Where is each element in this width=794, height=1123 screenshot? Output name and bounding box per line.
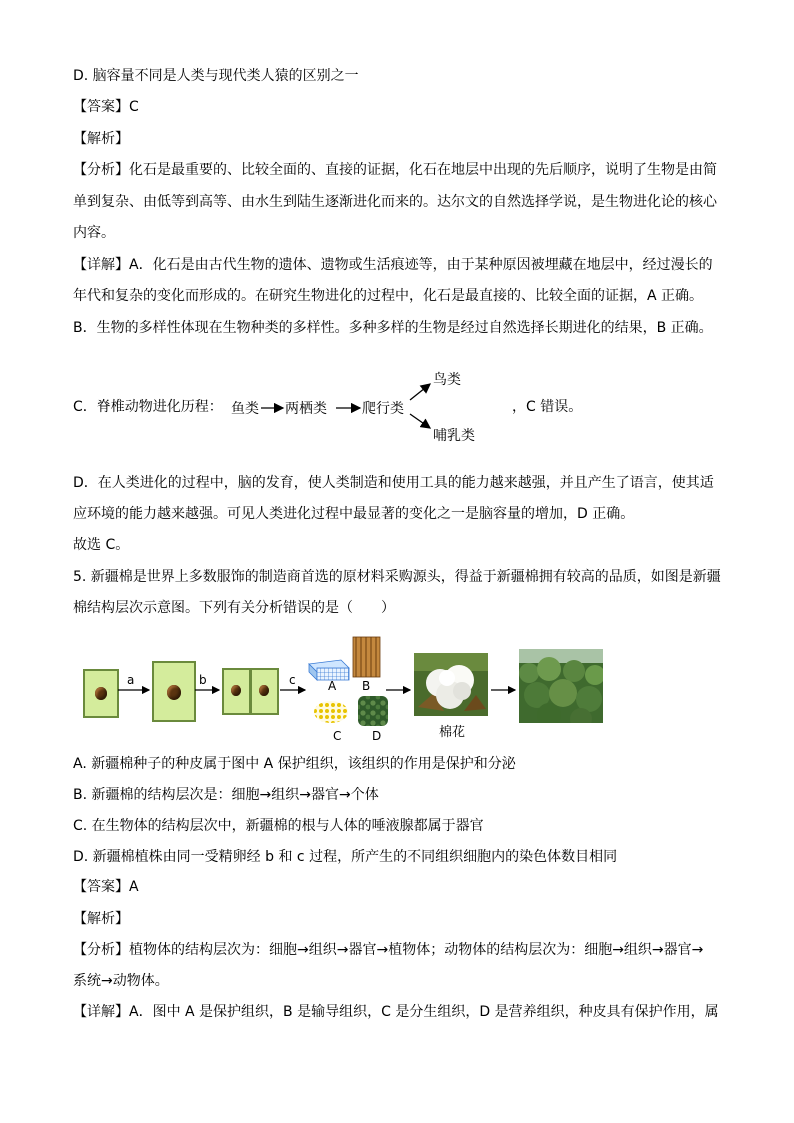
question-5-line-2: 棉结构层次示意图。下列有关分析错误的是（ ） — [73, 600, 395, 616]
analysis-heading-2: 【解析】 — [73, 911, 129, 927]
detail-line-3: B．生物的多样性体现在生物种类的多样性。多种多样的生物是经过自然选择长期进化的结果，B 正确。 — [73, 320, 713, 336]
cotton-label: 棉花 — [439, 725, 466, 740]
tissue-d-parenchyma — [358, 696, 388, 726]
tissue-b-conductive — [353, 637, 380, 677]
detail-line-1: 【详解】A．化石是由古代生物的遗体、遗物或生活痕迹等，由于某种原因被埋藏在地层中，经过漫长的 — [73, 257, 713, 273]
tissue-a-protective — [309, 660, 349, 680]
cotton-field-photo — [519, 649, 603, 723]
detail-line-2: 年代和复杂的变化而形成的。在研究生物进化的过程中，化石是最直接的、比较全面的证据，A 正确。 — [73, 288, 704, 304]
tissue-label-d: D — [372, 729, 382, 743]
process-label-b: b — [199, 673, 207, 687]
cotton-boll-photo — [414, 653, 488, 716]
tissue-label-b: B — [362, 679, 371, 693]
analysis2-line-2: 系统→动物体。 — [73, 973, 169, 989]
analysis2-line-1: 【分析】植物体的结构层次为：细胞→组织→器官→植物体；动物体的结构层次为：细胞→组织→器官→ — [73, 942, 704, 958]
detail-line-4: D．在人类进化的过程中，脑的发育，使人类制造和使用工具的能力越来越强，并且产生了语言，使其适 — [73, 475, 714, 491]
detail2-line-1: 【详解】A．图中 A 是保护组织，B 是输导组织，C 是分生组织，D 是营养组织，种皮具有保护作用，属 — [73, 1004, 719, 1020]
option-c-line: C. 在生物体的结构层次中，新疆棉的根与人体的唾液腺都属于器官 — [73, 818, 484, 834]
option-a-line: A. 新疆棉种子的种皮属于图中 A 保护组织，该组织的作用是保护和分泌 — [73, 756, 516, 772]
detail-line-5: 应环境的能力越来越强。可见人类进化过程中最显著的变化之一是脑容量的增加，D 正确。 — [73, 506, 635, 522]
option-d-line: D. 脑容量不同是人类与现代类人猿的区别之一 — [73, 68, 359, 84]
analysis-heading: 【解析】 — [73, 131, 129, 147]
evolution-bird: 鸟类 — [433, 372, 461, 388]
evolution-mammal: 哺乳类 — [433, 428, 475, 444]
tissue-c-meristematic — [314, 701, 348, 723]
analysis-line-3: 内容。 — [73, 225, 115, 241]
process-label-a: a — [127, 673, 135, 687]
process-label-c: c — [289, 673, 296, 687]
evolution-prefix: C．脊椎动物进化历程： — [73, 399, 223, 415]
question-5-line-1: 5. 新疆棉是世界上多数服饰的制造商首选的原材料采购源头，得益于新疆棉拥有较高的品质，如图是新疆 — [73, 569, 721, 585]
analysis-line-1: 【分析】化石是最重要的、比较全面的、直接的证据，化石在地层中出现的先后顺序，说明了生物是由简 — [73, 162, 717, 178]
answer-label: 【答案】C — [73, 99, 139, 115]
evolution-reptile: 爬行类 — [362, 401, 404, 417]
analysis-line-2: 单到复杂、由低等到高等、由水生到陆生逐渐进化而来的。达尔文的自然选择学说，是生物进化论的核心 — [73, 194, 717, 210]
option-d2-line: D. 新疆棉植株由同一受精卵经 b 和 c 过程，所产生的不同组织细胞内的染色体数目相同 — [73, 849, 618, 865]
conclusion-line: 故选 C。 — [73, 537, 130, 553]
evolution-suffix: ，C 错误。 — [512, 399, 583, 415]
evolution-amphibian: 两栖类 — [285, 401, 327, 417]
tissue-label-c: C — [333, 729, 342, 743]
answer-label-2: 【答案】A — [73, 879, 139, 895]
evolution-fish: 鱼类 — [231, 401, 259, 417]
option-b-line: B. 新疆棉的结构层次是：细胞→组织→器官→个体 — [73, 787, 379, 803]
tissue-label-a: A — [328, 679, 337, 693]
